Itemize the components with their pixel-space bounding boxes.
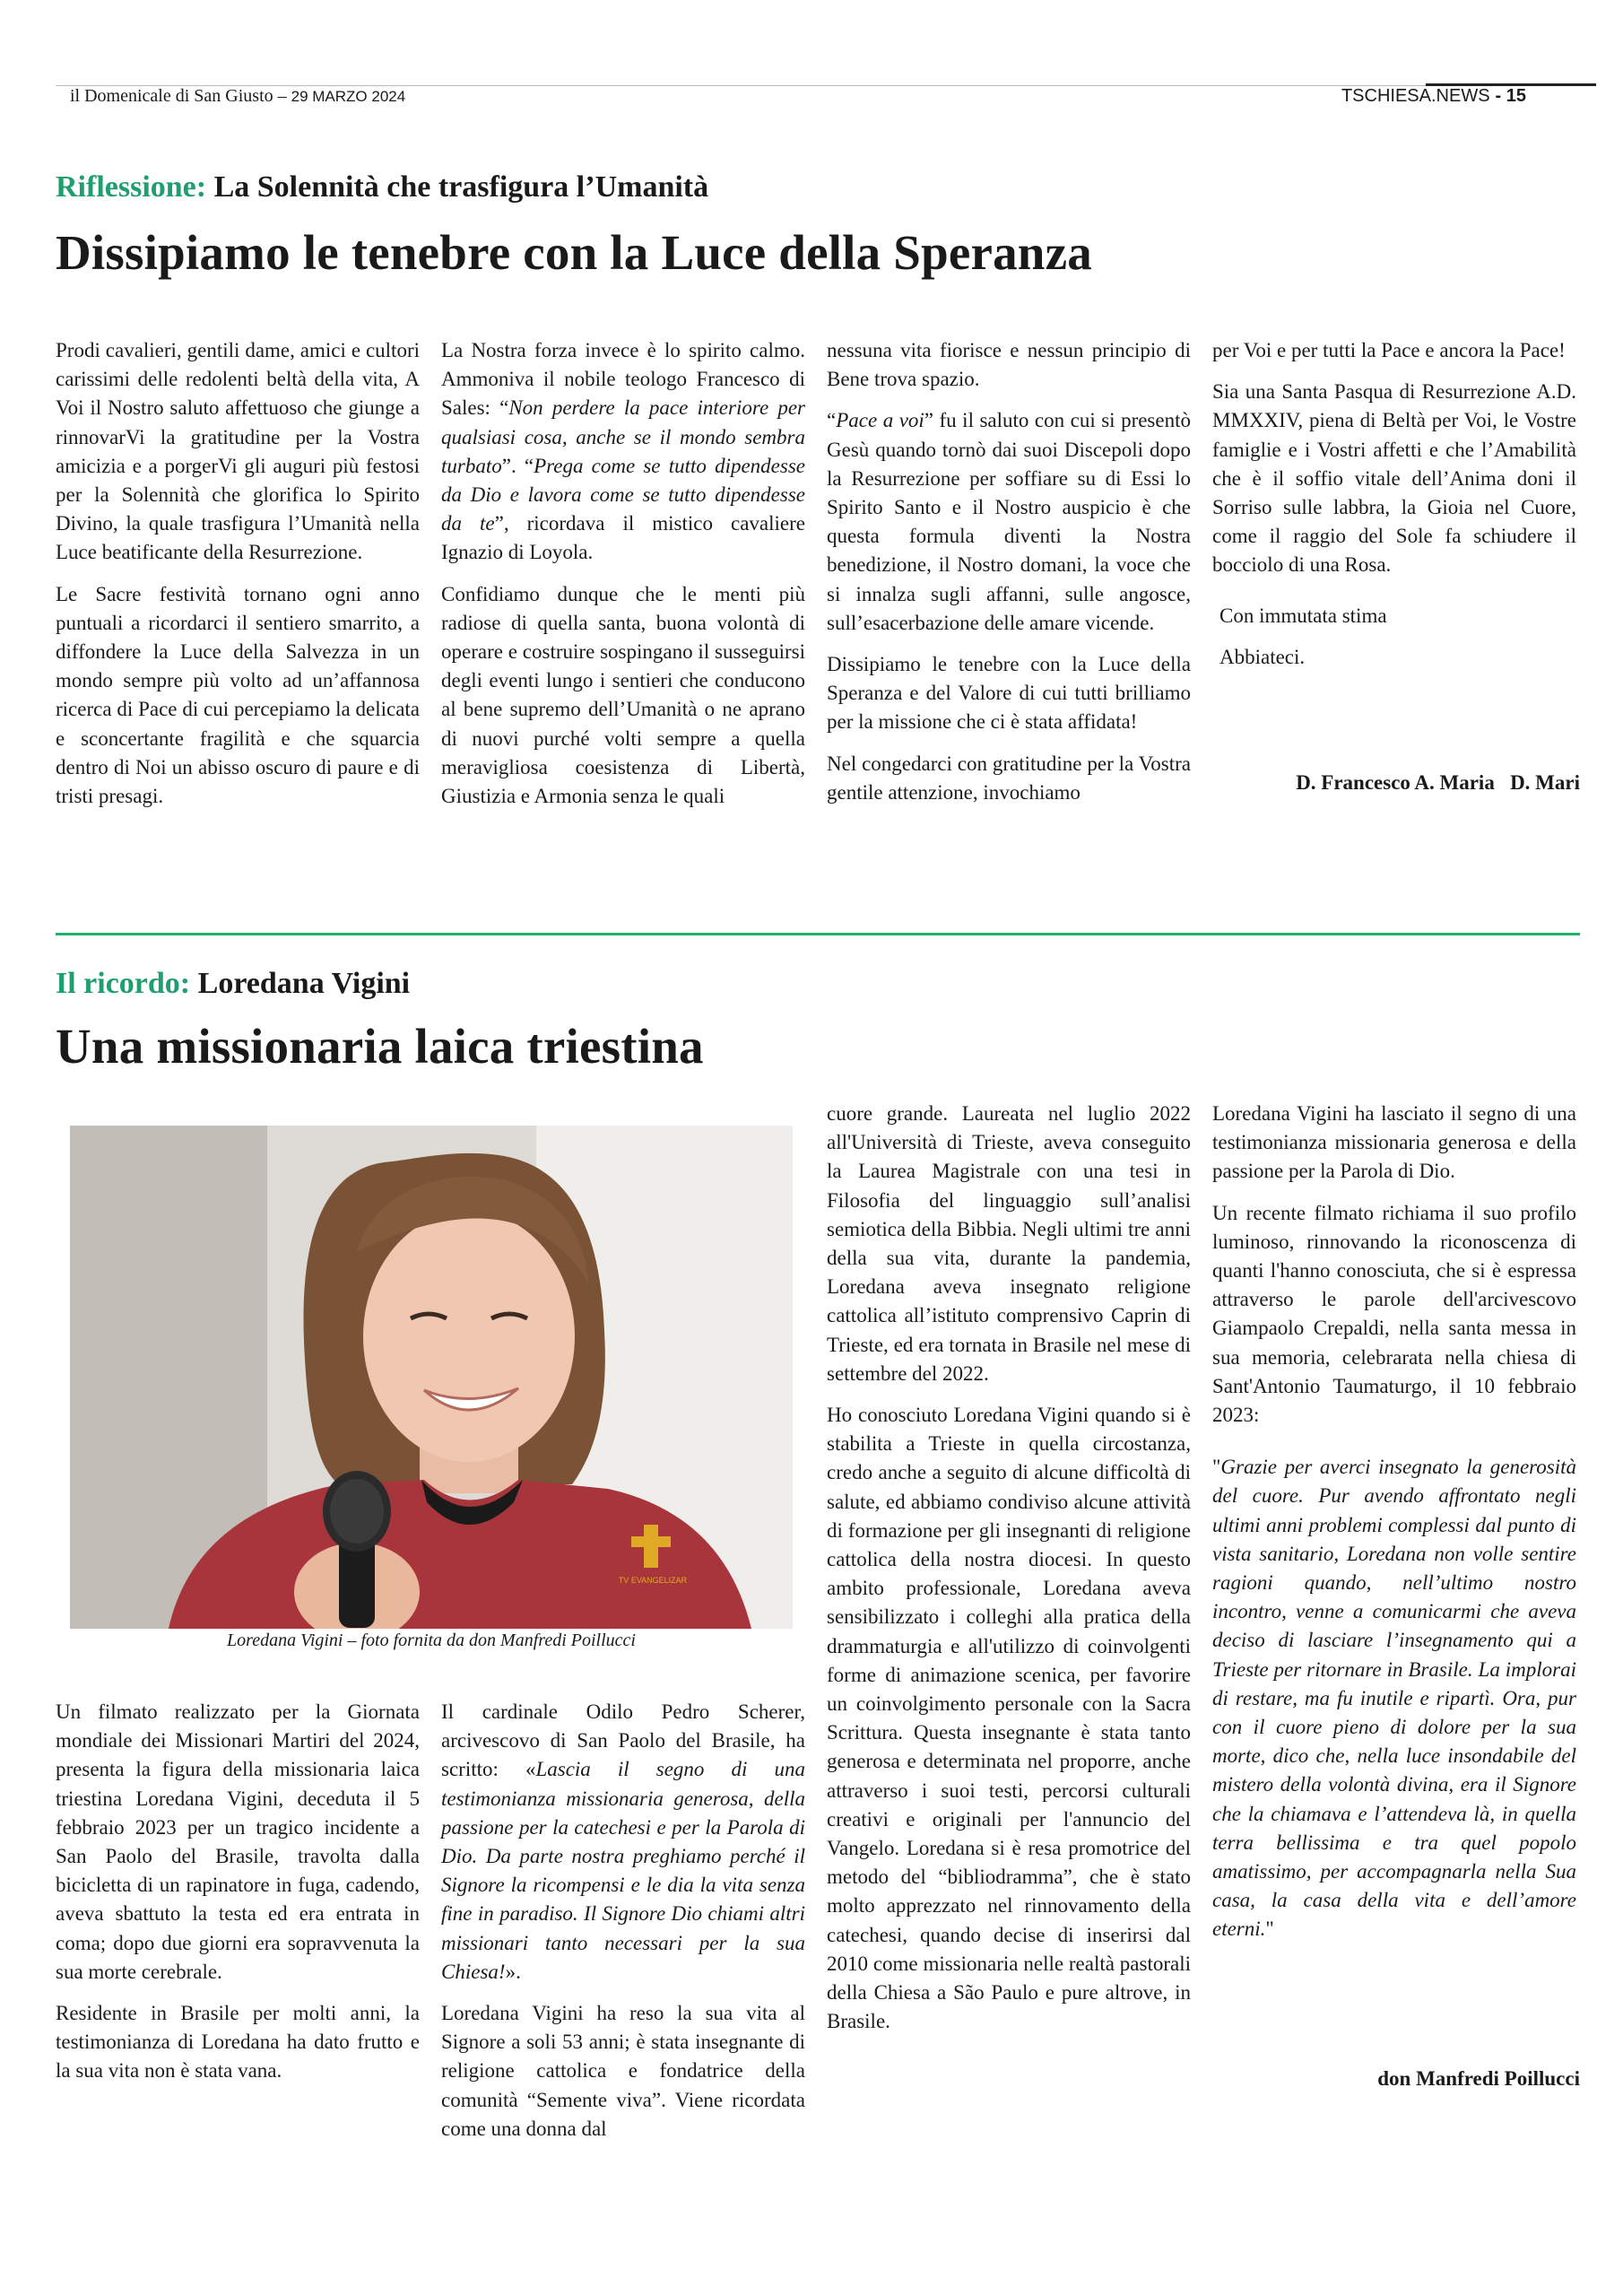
section-divider [56, 933, 1580, 935]
text-run: ” fu il saluto con cui si presentò Gesù quando tornò dai suoi Discepoli dopo la Resurrezione per soffiare su di Essi lo Spirito Santo e il Nostro auspicio è che questa formula diventi la Nostra benedizione, il Nostro domani, la voce che si innalza sugli affanni, sulle angosce, sull’esacerbazione delle amare vicende. [827, 409, 1191, 634]
quote: Non perdere la pace interiore per qualsiasi cosa, anche se il mondo sembra turbato [441, 396, 805, 477]
article1-signature: D. Francesco A. Maria D. Mari [1296, 771, 1580, 794]
text-run: ». [505, 1960, 521, 1983]
paragraph: per Voi e per tutti la Pace e ancora la Pace! [1212, 339, 1566, 361]
portrait-illustration [70, 1126, 793, 1629]
paragraph: nessuna vita fiorisce e nessun principio di Bene trova spazio. [827, 339, 1191, 391]
article1-column-4 [1212, 336, 1576, 684]
paragraph: Confidiamo dunque che le menti più radiose di quella santa, buona volontà di operare e costruire sospingano il susseguirsi degli eventi lungo i sentieri che conducono al bene supremo dell’Umanità o ne aprano di nuovi purché volti sempre a quella meravigliosa coesistenza di Libertà, Giustizia e Armonia senza le quali [441, 582, 805, 808]
paragraph: Loredana Vigini ha lasciato il segno di una testimonianza missionaria generosa e della passione per la Parola di Dio. [1212, 1102, 1576, 1183]
text-run: ”, ricordava il mistico cavaliere Ignazio di Loyola. [441, 512, 805, 564]
article1-kicker-text: La Solennità che trasfigura l’Umanità [213, 170, 709, 204]
text-run: La Nostra forza invece è lo spirito calmo. Ammoniva il nobile teologo Francesco di Sales: “ [441, 339, 805, 420]
article2-kicker [56, 967, 410, 1001]
paragraph: Un filmato realizzato per la Giornata mondiale dei Missionari Martiri del 2024, presenta la figura della missionaria laica triestina Loredana Vigini, deceduta il 5 febbraio 2023 per un tragico incidente a San Paolo del Brasile, travolta dalla bicicletta di un rapinatore in fuga, cadendo, aveva sbattuto la testa ed era entrata in coma; dopo due giorni era sopravvenuta la sua morte cerebrale. [56, 1700, 420, 1983]
photo-caption: Loredana Vigini – foto fornita da don Manfredi Poillucci [227, 1631, 636, 1650]
quote: Pace a voi [836, 409, 924, 432]
closing-line: Abbiateci. [1219, 645, 1306, 668]
paragraph: Un recente filmato richiama il suo profilo luminoso, rinnovando la riconoscenza di quanti l'hanno conosciuta, che si è espressa attraverso le parole dell'arcivescovo Giampaolo Crepaldi, nella santa messa in sua memoria, celebrarata nella chiesa di Sant'Antonio Taumaturgo, il 10 febbraio 2023: [1212, 1201, 1576, 1427]
quote: Grazie per averci insegnato la generosità del cuore. Pur avendo affrontato negli ultimi anni problemi complessi dal punto di vista sanitario, Loredana non volle sentire ragioni quando, nell’ultimo nostro incontro, venne a comunicarmi che aveva deciso di lasciare l’insegnamento qui a Trieste per ritornare in Brasile. La implorai di restare, ma fu inutile e ripartì. Ora, pur con il cuore pieno di dolore per la sua morte, dico che, nella luce insondabile del mistero della volontà divina, era il Signore che la chiamava e l’attendeva là, in quella terra bellissima e tra quel popolo amatissimo, per accompagnarla nella Sua casa, la casa della vita e dell’amore eterni. [1212, 1456, 1576, 1941]
header-publication [70, 86, 405, 107]
page-number: - 15 [1495, 86, 1526, 106]
article2-column-4 [1212, 1100, 1576, 1957]
article2-column-1 [56, 1698, 420, 2099]
article2-headline: Una missionaria laica triestina [56, 1019, 704, 1074]
text-run: " [1212, 1456, 1221, 1479]
header-site [1341, 86, 1526, 107]
article2-kicker-label: Il ricordo: [56, 967, 191, 1000]
publication-date: 29 MARZO 2024 [291, 88, 406, 105]
paragraph [441, 336, 805, 568]
text-run: “ [827, 409, 837, 432]
portrait-photo [70, 1126, 793, 1629]
paragraph: Nel congedarci con gratitudine per la Vostra gentile attenzione, invochiamo [827, 752, 1191, 804]
article1-headline: Dissipiamo le tenebre con la Luce della Speranza [56, 225, 1092, 280]
article1-column-2 [441, 336, 805, 823]
article2-signature: don Manfredi Poillucci [1377, 2067, 1580, 2090]
paragraph [827, 406, 1191, 638]
text-run: ”. “ [501, 454, 534, 477]
article1-column-3 [827, 336, 1191, 820]
publication-name: il Domenicale di San Giusto – [70, 86, 287, 106]
paragraph: Prodi cavalieri, gentili dame, amici e cultori carissimi delle redolenti beltà della vita, A Voi il Nostro saluto affettuoso che giunge a rinnovarVi la gratitudine per la Vostra amicizia e a porgerVi gli auguri più festosi per la Solennità che glorifica lo Spirito Divino, la quale trasfigura l’Umanità nella Luce beatificante della Resurrezione. [56, 339, 420, 564]
paragraph: Ho conosciuto Loredana Vigini quando si è stabilita a Trieste in quella circostanza, credo anche a seguito di alcune difficoltà di salute, ed abbiamo condiviso alcune attività di formazione per gli insegnanti di religione cattolica della nostra diocesi. In questo ambito professionale, Loredana aveva sensibilizzato i colleghi alla pratica della drammaturgia e all'utilizzo di coinvolgenti forme di animazione scenica, per favorire un coinvolgimento personale con la Sacra Scrittura. Questa insegnante è stata tanto generosa e determinata nel proporre, anche attraverso i suoi testi, percorsi culturali creativi e originali per l'annuncio del Vangelo. Loredana si è resa promotrice del metodo del “bibliodramma”, che è stato molto apprezzato nel rinnovamento della catechesi, quando decise di inserirsi dal 2010 come missionaria nelle realtà pastorali della Chiesa a São Paulo e pure altrove, in Brasile. [827, 1404, 1191, 2033]
text-run: Il cardinale Odilo Pedro Scherer, arcivescovo di San Paolo del Brasile, ha scritto: « [441, 1700, 805, 1781]
site-name: TSCHIESA.NEWS [1341, 86, 1490, 106]
article1-kicker-label: Riflessione: [56, 170, 207, 204]
paragraph: Loredana Vigini ha reso la sua vita al Signore a soli 53 anni; è stata insegnante di religione cattolica e fondatrice della comunità “Semente viva”. Viene ricordata come una donna dal [441, 2002, 805, 2140]
closing-line: Con immutata stima [1219, 604, 1387, 627]
paragraph: Sia una Santa Pasqua di Resurrezione A.D. MMXXIV, piena di Beltà per Voi, le Vostre famiglie e i Vostri affetti e che l’Amabilità che è il soffio vitale dell’Anima doni il Sorriso sulle labbra, la Gioia nel Cuore, come il raggio del Sole fa schiudere il bocciolo di una Rosa. [1212, 380, 1576, 577]
paragraph [1212, 1453, 1576, 1944]
quote: Lascia il segno di una testimonianza missionaria generosa, della passione per la catechesi e per la Parola di Dio. Da parte nostra preghiamo perché il Signore la ricompensi e le dia la vita senza fine in paradiso. Il Signore Dio chiami altri missionari tanto necessari per la sua Chiesa! [441, 1758, 805, 1983]
text-run: " [1265, 1918, 1274, 1941]
paragraph: cuore grande. Laureata nel luglio 2022 all'Università di Trieste, aveva conseguito la Laurea Magistrale con una tesi in Filosofia del linguaggio sull’analisi semiotica della Bibbia. Negli ultimi tre anni della sua vita, durante la pandemia, Loredana aveva insegnato religione cattolica all’istituto comprensivo Caprin di Trieste, ed era tornata in Brasile nel mese di settembre del 2022. [827, 1102, 1191, 1385]
paragraph [441, 1698, 805, 1987]
paragraph: Dissipiamo le tenebre con la Luce della Speranza e del Valore di cui tutti brilliamo per la missione che ci è stata affidata! [827, 653, 1191, 734]
paragraph: Le Sacre festività tornano ogni anno puntuali a ricordarci il sentiero smarrito, a diffondere la Luce della Salvezza in un mondo sempre più volto ad un’affannosa ricerca di Pace di cui percepiamo la delicata e sconcertante fragilità e che squarcia dentro di Noi un abisso oscuro di paure e di tristi presagi. [56, 582, 420, 808]
article1-kicker [56, 170, 708, 204]
article2-column-2 [441, 1698, 805, 2156]
paragraph: Residente in Brasile per molti anni, la testimonianza di Loredana ha dato frutto e la sua vita non è stata vana. [56, 2002, 420, 2083]
article1-column-1 [56, 336, 420, 823]
photo-badge: TV EVANGELIZAR [618, 1576, 688, 1585]
article2-kicker-text: Loredana Vigini [197, 967, 411, 1000]
article2-column-3 [827, 1100, 1191, 2049]
quote: Prega come se tutto dipendesse da Dio e lavora come se tutto dipendesse da te [441, 454, 805, 535]
